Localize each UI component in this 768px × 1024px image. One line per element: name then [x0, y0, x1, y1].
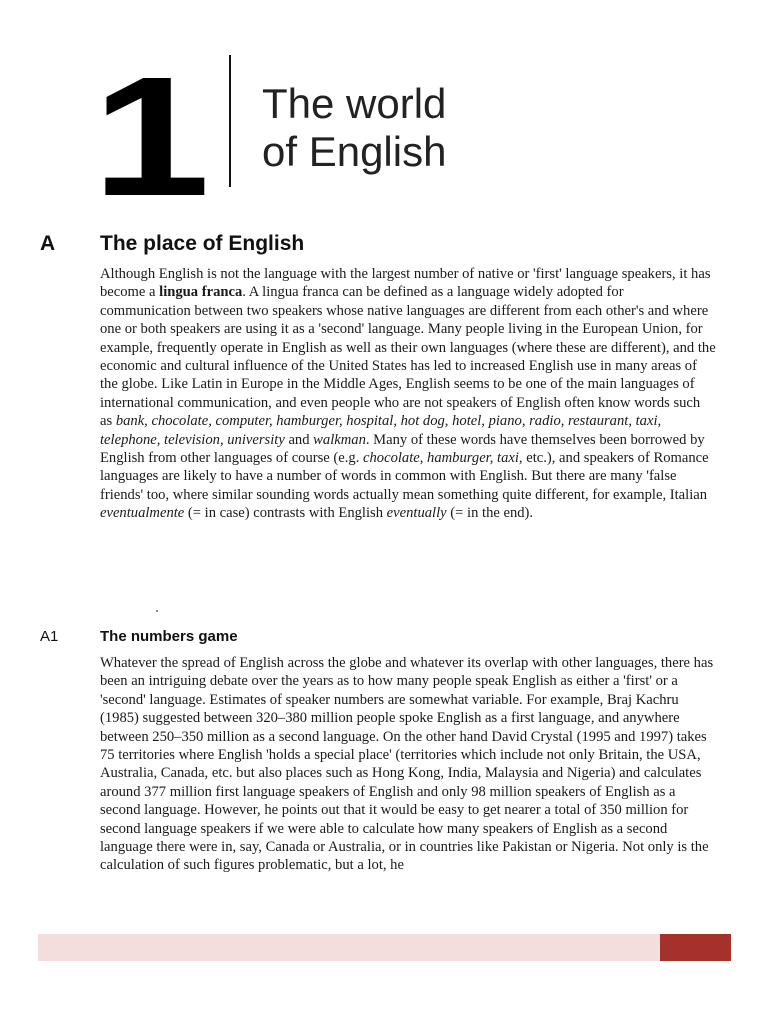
chapter-number: 1	[92, 42, 206, 232]
text-run: and	[284, 431, 314, 448]
footer-block	[660, 934, 731, 961]
text-run: lingua franca	[159, 284, 243, 301]
section-letter: A	[40, 232, 56, 255]
chapter-title	[262, 80, 446, 176]
text-run: Whatever the spread of English across the globe and whatever its overlap with other languages, there has been an intriguing debate over the years as to how many people speak English as either a 'first' or a 'second' language. Estimates of speaker numbers are somewhat variable. For example, Braj Kachru (1985) suggested between 320–380 million people spoke English as a first language, and anywhere between 250–350 million as a second language. On the other hand David Crystal (1995 and 1997) takes 75 territories where English 'holds a special place' (territories which include not only Britain, the USA, Australia, Canada, etc. but also places such as Hong Kong, India, Malaysia and Nigeria) and calculates around 377 million first language speakers of English and only 98 million speakers of English as a second language. However, he points out that it would be easy to get nearer a total of 350 million for second language speakers if we were able to calculate how many speakers of English as a second language there were in, say, Canada or Australia, or in countries like Pakistan or Nigeria. Not only is the calculation of such figures problematic, but a lot, he	[100, 655, 714, 874]
chapter-rule	[229, 55, 231, 187]
subsection-heading	[40, 627, 238, 647]
subsection-number: A1	[40, 628, 59, 645]
chapter-title-line1: The world	[262, 80, 447, 127]
text-run: (= in the end).	[446, 505, 534, 522]
stray-dot	[156, 610, 158, 612]
subsection-title: The numbers game	[100, 628, 238, 645]
text-run: Although English is not the language with the largest number of native or 'first' language speakers, it has become a	[100, 266, 711, 301]
section-a1-paragraph	[100, 654, 716, 875]
section-a-paragraph	[100, 265, 716, 523]
footer-band	[38, 934, 660, 961]
text-run: eventually	[386, 505, 447, 522]
text-run: . A lingua franca can be defined as a language widely adopted for communication between two speakers whose native languages are different from each other's and where one or both speakers are using it as a 'second' language. Many people living in the European Union, for example, frequently operate in English as well as their own languages (where these are different), and the economic and cultural influence of the United States has led to increased English use in many areas of the globe. Like Latin in Europe in the Middle Ages, English seems to be one of the main languages of international communication, and even people who are not speakers of English often know words such as	[100, 284, 716, 430]
text-run: chocolate, hamburger, taxi,	[363, 450, 523, 467]
text-run: etc.), and speakers of Romance languages are likely to have a number of words in common with English. But there are many 'false friends' too, where similar sounding words actually mean something quite different, for example, Italian	[100, 450, 709, 503]
section-heading	[40, 230, 304, 258]
section-title: The place of English	[100, 232, 305, 255]
text-run: (= in case) contrasts with English	[184, 505, 387, 522]
text-run: bank, chocolate, computer, hamburger, hospital, hot dog, hotel, piano, radio, restaurant, taxi, telephone, television, university	[100, 413, 662, 448]
text-run: eventualmente	[100, 505, 185, 522]
chapter-title-line2: of English	[262, 128, 447, 175]
text-run: . Many of these words have themselves been borrowed by English from other languages of course (e.g.	[100, 431, 705, 467]
text-run: walkman	[313, 431, 366, 448]
